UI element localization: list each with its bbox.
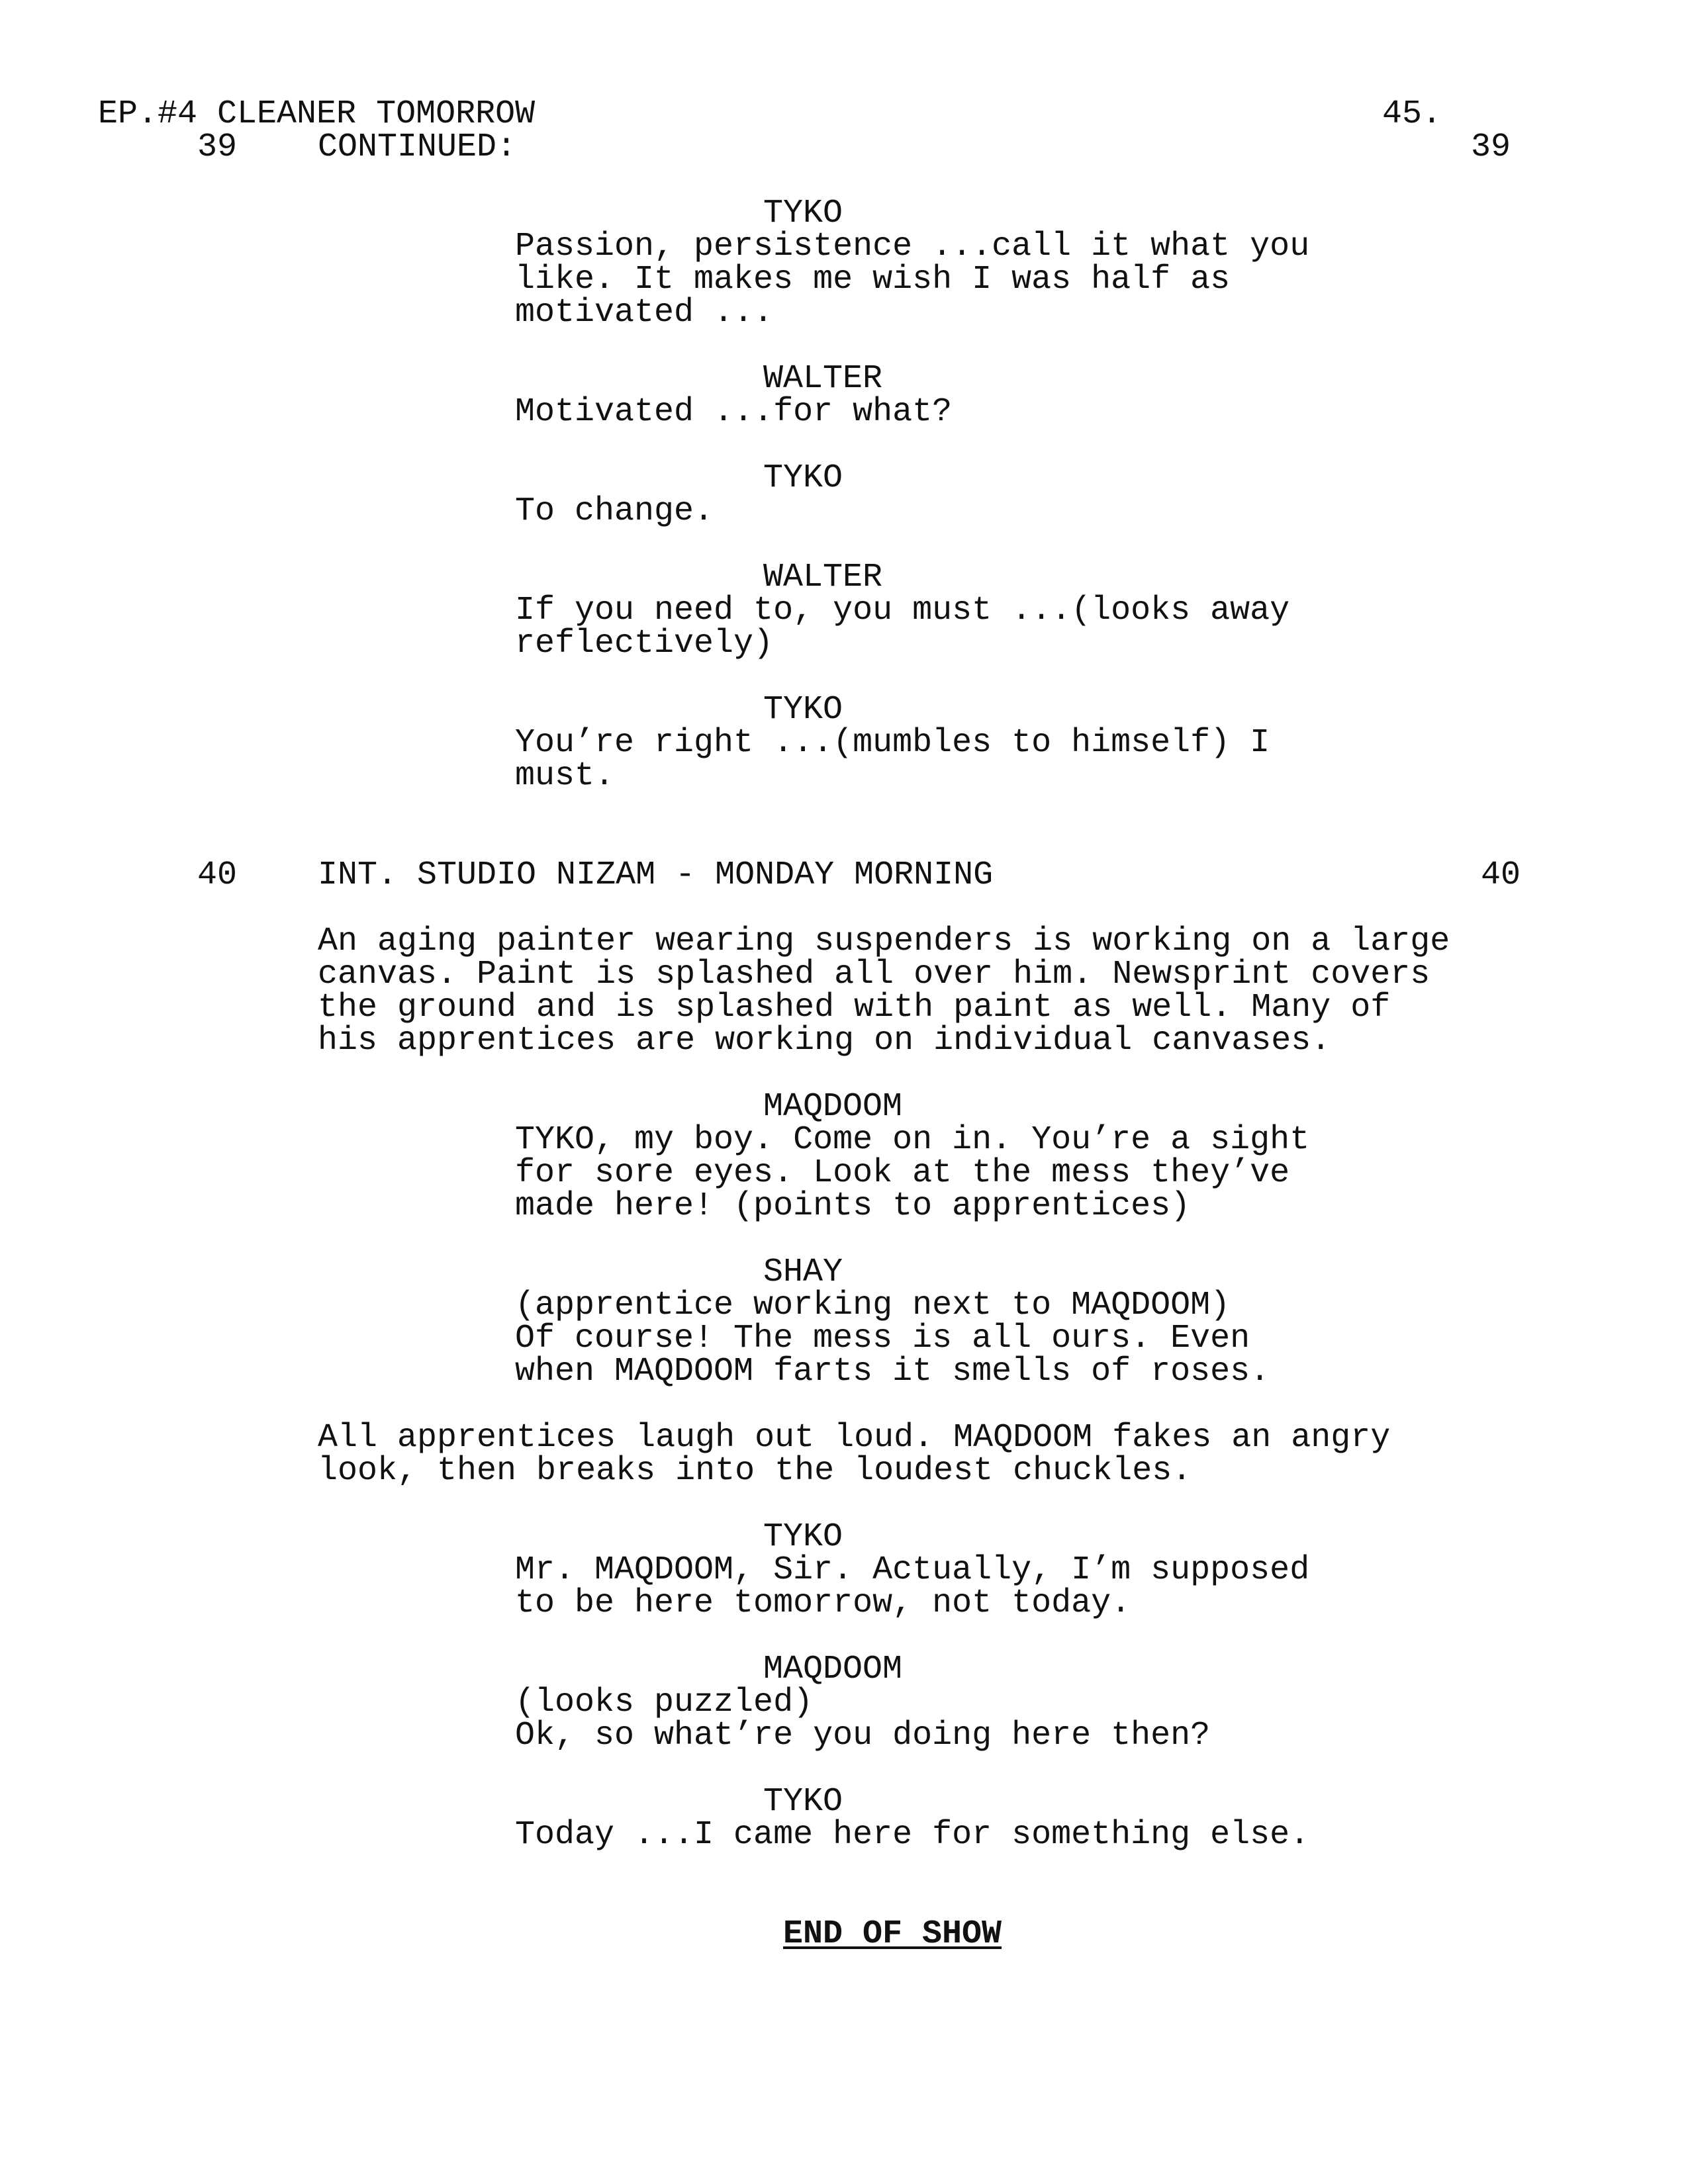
character-name: TYKO: [763, 1783, 843, 1821]
action-line: All apprentices laugh out loud. MAQDOOM fakes an angry: [318, 1419, 1391, 1457]
scene-number-right: 40: [1481, 856, 1521, 894]
page-number: 45.: [1382, 95, 1442, 133]
scene-heading: INT. STUDIO NIZAM - MONDAY MORNING: [318, 856, 994, 894]
action-line: his apprentices are working on individual canvases.: [318, 1022, 1331, 1060]
action-line: the ground and is splashed with paint as well. Many of: [318, 989, 1391, 1026]
dialogue-line: Ok, so what’re you doing here then?: [515, 1717, 1211, 1754]
dialogue-line: like. It makes me wish I was half as: [515, 261, 1231, 298]
episode-title: EP.#4 CLEANER TOMORROW: [98, 95, 536, 133]
action-line: canvas. Paint is splashed all over him. Newsprint covers: [318, 956, 1430, 993]
dialogue-line: Mr. MAQDOOM, Sir. Actually, I’m supposed: [515, 1551, 1310, 1589]
dialogue-line: to be here tomorrow, not today.: [515, 1584, 1131, 1622]
dialogue-line: reflectively): [515, 625, 774, 662]
end-of-show-marker: END OF SHOW: [783, 1915, 1002, 1953]
scene-number-left: 40: [197, 856, 238, 894]
character-name: TYKO: [763, 691, 843, 729]
character-name: MAQDOOM: [763, 1651, 903, 1688]
character-name: WALTER: [763, 360, 883, 398]
dialogue-line: You’re right ...(mumbles to himself) I: [515, 724, 1270, 762]
dialogue-line: Of course! The mess is all ours. Even: [515, 1320, 1250, 1357]
dialogue-line: for sore eyes. Look at the mess they’ve: [515, 1154, 1290, 1192]
dialogue-line: Today ...I came here for something else.: [515, 1816, 1310, 1854]
scene-heading: CONTINUED:: [318, 128, 517, 166]
character-name: TYKO: [763, 195, 843, 232]
dialogue-line: made here! (points to apprentices): [515, 1187, 1191, 1225]
dialogue-line: TYKO, my boy. Come on in. You’re a sight: [515, 1121, 1310, 1159]
parenthetical: (apprentice working next to MAQDOOM): [515, 1287, 1231, 1324]
character-name: WALTER: [763, 559, 883, 596]
character-name: TYKO: [763, 459, 843, 497]
dialogue-line: must.: [515, 757, 615, 795]
dialogue-line: If you need to, you must ...(looks away: [515, 592, 1290, 629]
action-line: An aging painter wearing suspenders is working on a large: [318, 923, 1450, 960]
dialogue-line: To change.: [515, 492, 714, 530]
character-name: MAQDOOM: [763, 1088, 903, 1126]
dialogue-line: Motivated ...for what?: [515, 393, 953, 431]
dialogue-line: motivated ...: [515, 294, 774, 332]
character-name: TYKO: [763, 1518, 843, 1556]
parenthetical: (looks puzzled): [515, 1684, 814, 1721]
dialogue-line: Passion, persistence ...call it what you: [515, 228, 1310, 265]
scene-number-left: 39: [197, 128, 238, 166]
character-name: SHAY: [763, 1253, 843, 1291]
action-line: look, then breaks into the loudest chuckles.: [318, 1452, 1192, 1490]
scene-number-right: 39: [1471, 128, 1511, 166]
dialogue-line: when MAQDOOM farts it smells of roses.: [515, 1353, 1270, 1390]
